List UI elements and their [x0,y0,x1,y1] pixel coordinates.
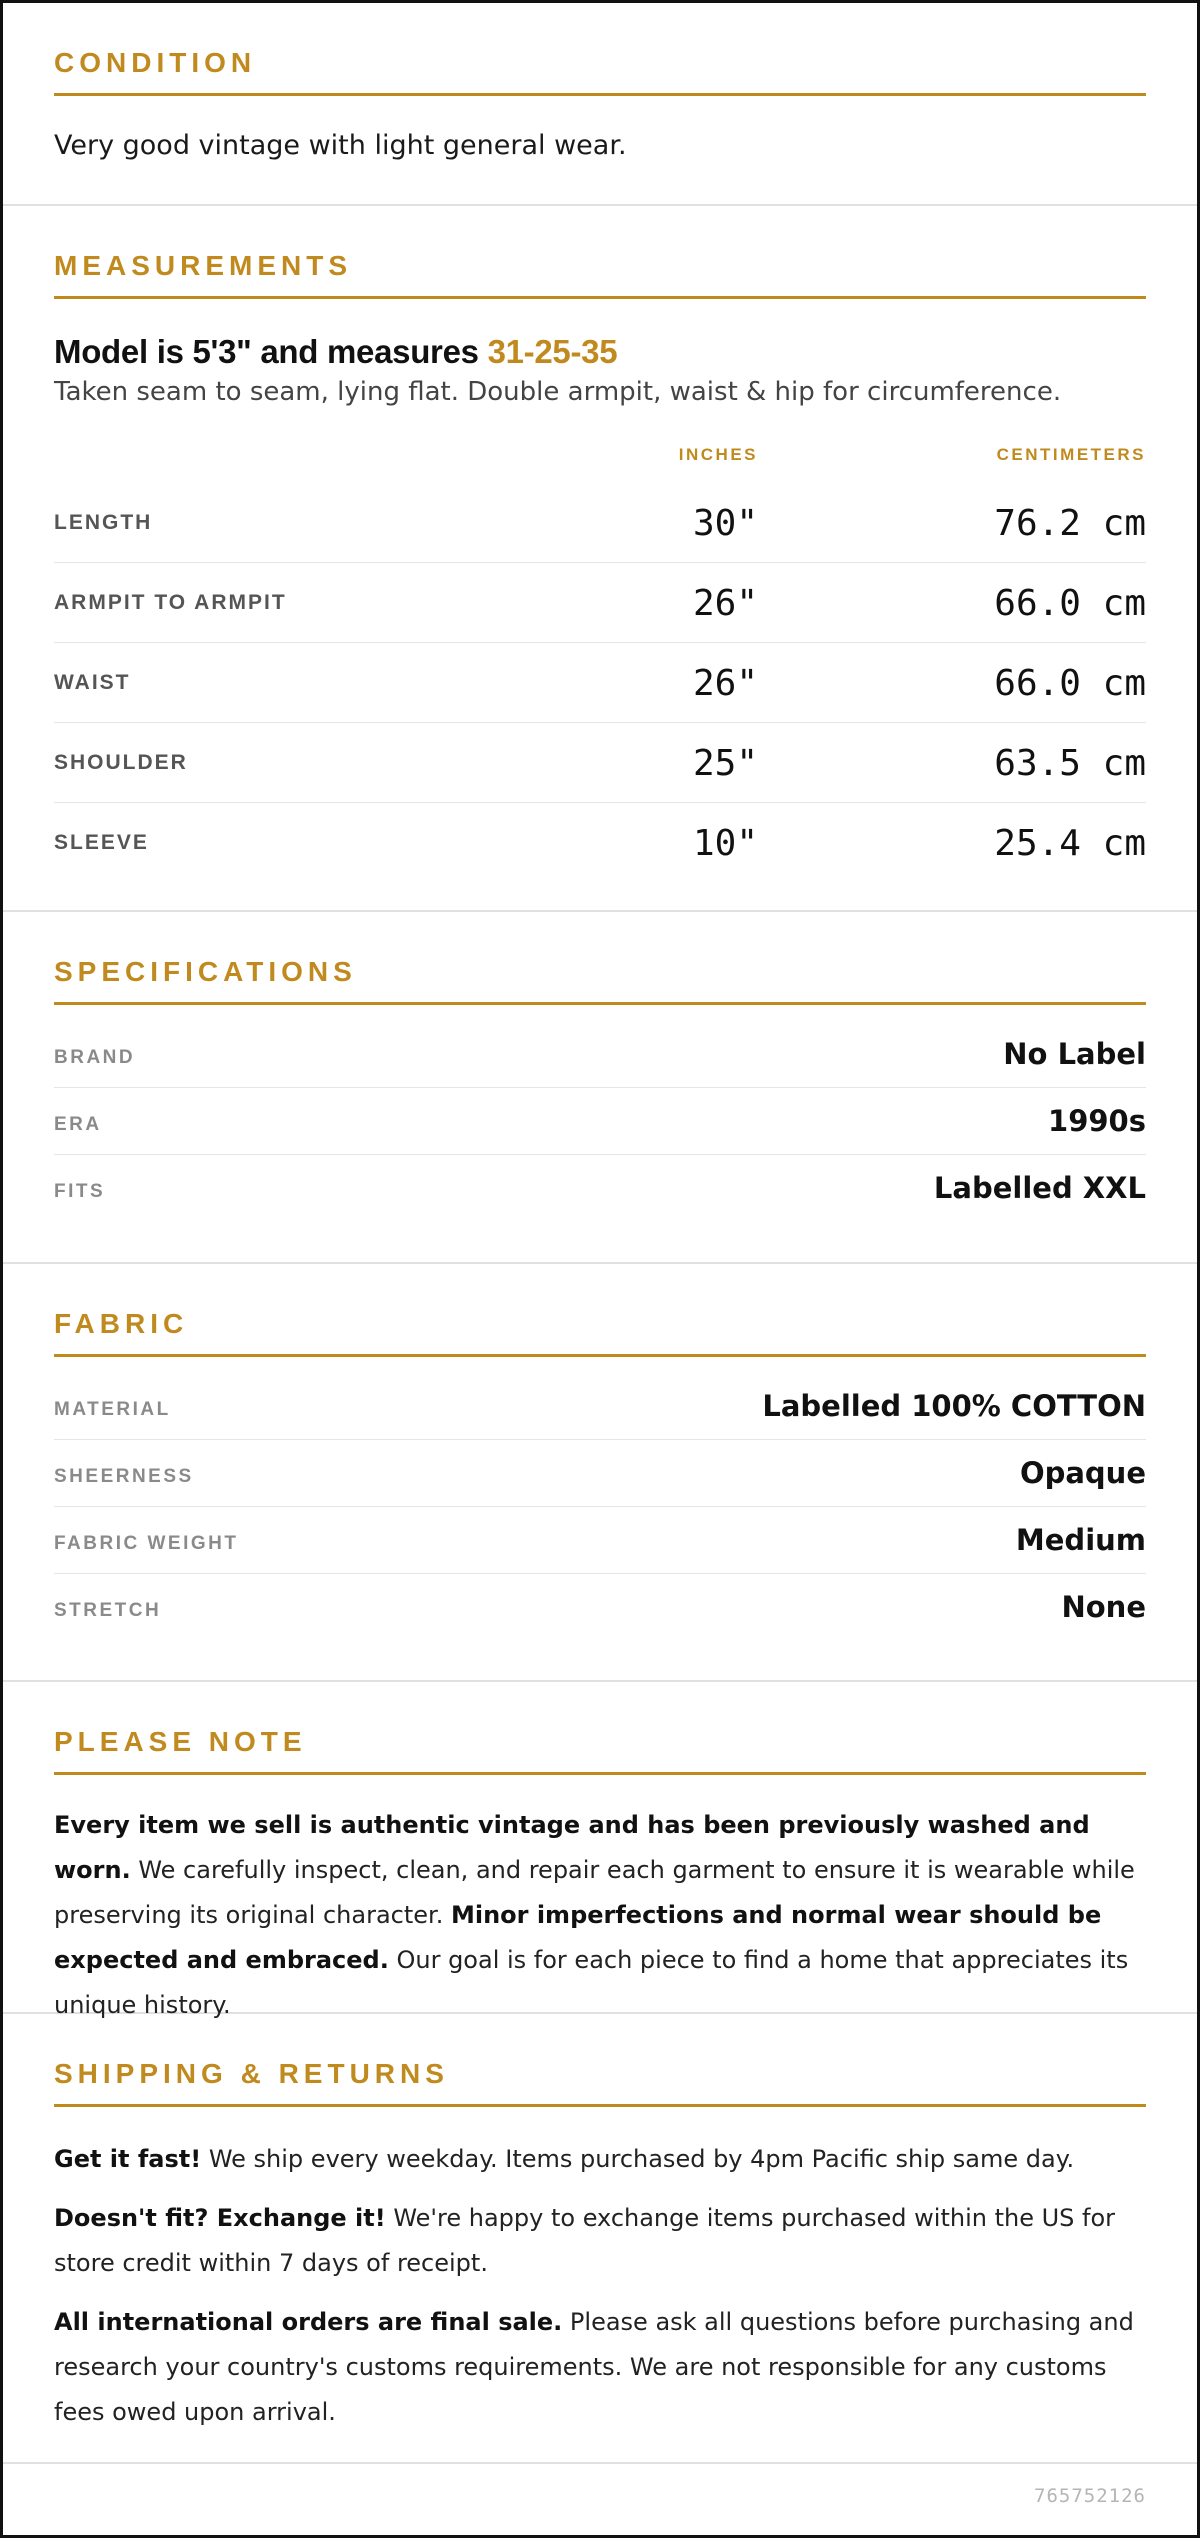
shipping-paragraph-international [54,2300,1146,2435]
measurement-label: SHOULDER [54,751,188,774]
fabric-section [3,1264,1197,1682]
fabric-row-stretch [54,1574,1146,1640]
measurement-label: ARMPIT TO ARMPIT [54,591,287,614]
shipping-text [54,2137,1146,2435]
shipping-text-span: Please ask all questions before purchasing and research your country's customs requirements. We are not responsible for any customs fees owed upon arrival. [54,2308,1134,2426]
spec-row-era [54,1088,1146,1155]
note-bold-2: Minor imperfections and normal wear should be expected and embraced. [54,1901,1102,1974]
measurements-subtitle: Taken seam to seam, lying flat. Double armpit, waist & hip for circumference. [54,377,1062,407]
fabric-row-weight [54,1507,1146,1574]
spec-row-brand [54,1021,1146,1088]
note-text-1: We carefully inspect, clean, and repair each garment to ensure it is wearable while preserving its original character. [54,1856,1135,1929]
measurement-cm: 66.0 cm [994,583,1146,624]
specifications-list [54,1021,1146,1221]
spec-value: No Label [1003,1037,1146,1071]
fabric-label: STRETCH [54,1600,162,1621]
note-text-2: Our goal is for each piece to find a home that appreciates its unique history. [54,1946,1129,2019]
specifications-title: SPECIFICATIONS [54,956,1146,1005]
shipping-paragraph-exchange [54,2196,1146,2286]
measurement-row [54,803,1146,882]
measurements-title: MEASUREMENTS [54,250,1146,299]
spec-row-fits [54,1155,1146,1221]
spec-label: ERA [54,1114,102,1135]
shipping-bold: Doesn't fit? Exchange it! [54,2204,386,2232]
shipping-text-span: We're happy to exchange items purchased within the US for store credit within 7 days of receipt. [54,2204,1116,2277]
please-note-text [54,1803,1146,2028]
model-info-prefix: Model is 5'3" and measures [54,333,488,370]
measurement-inches: 26" [692,583,758,624]
spec-value: 1990s [1048,1104,1146,1138]
shipping-bold: Get it fast! [54,2145,202,2173]
measurement-inches: 10" [692,823,758,864]
model-stats: 31-25-35 [487,333,618,370]
measurements-section [3,206,1197,912]
shipping-paragraph-fast [54,2137,1146,2182]
fabric-label: FABRIC WEIGHT [54,1533,239,1554]
spec-value: Labelled XXL [933,1171,1146,1205]
measurement-cm: 63.5 cm [994,743,1146,784]
inches-column-header: INCHES [678,445,758,464]
measurement-inches: 25" [692,743,758,784]
measurement-row [54,723,1146,803]
fabric-value: Labelled 100% COTTON [762,1389,1146,1423]
model-info [54,333,1146,371]
fabric-title: FABRIC [54,1308,1146,1357]
please-note-title: PLEASE NOTE [54,1726,1146,1775]
spec-label: FITS [54,1181,106,1202]
please-note-section [3,1682,1197,2019]
fabric-row-material [54,1373,1146,1440]
measurement-cm: 76.2 cm [994,503,1146,544]
fabric-row-sheerness [54,1440,1146,1507]
measurement-label: WAIST [54,671,131,694]
measurement-row [54,483,1146,563]
spec-label: BRAND [54,1047,136,1068]
measurement-cm: 25.4 cm [994,823,1146,864]
shipping-bold: All international orders are final sale. [54,2308,563,2336]
fabric-value: None [1061,1590,1146,1624]
measurement-inches: 30" [692,503,758,544]
measurements-header [54,423,1146,483]
condition-text: Very good vintage with light general wear. [54,130,627,161]
product-id: 765752126 [1034,2485,1146,2507]
measurements-table [54,483,1146,882]
measurement-cm: 66.0 cm [994,663,1146,704]
measurement-label: LENGTH [54,511,153,534]
note-bold-1: Every item we sell is authentic vintage and has been previously washed and worn. [54,1811,1090,1884]
fabric-list [54,1373,1146,1640]
measurement-label: SLEEVE [54,831,149,854]
fabric-label: SHEERNESS [54,1466,194,1487]
measurement-row [54,563,1146,643]
condition-section [3,3,1197,206]
fabric-value: Opaque [1019,1456,1146,1490]
measurement-inches: 26" [692,663,758,704]
fabric-value: Medium [1015,1523,1146,1557]
specifications-section [3,912,1197,1264]
centimeters-column-header: CENTIMETERS [996,445,1146,464]
shipping-returns-section [3,2014,1197,2464]
shipping-returns-title: SHIPPING & RETURNS [54,2058,1146,2107]
condition-title: CONDITION [54,47,1146,96]
fabric-label: MATERIAL [54,1399,171,1420]
shipping-text-span: We ship every weekday. Items purchased by 4pm Pacific ship same day. [201,2145,1075,2173]
measurement-row [54,643,1146,723]
